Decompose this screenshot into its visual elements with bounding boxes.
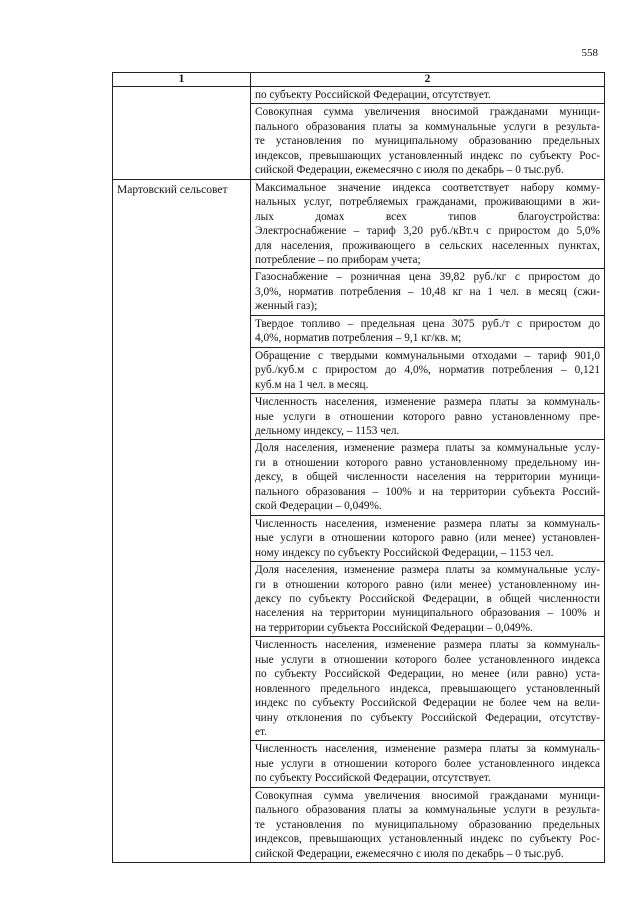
text-line: Численность населения, изменение размера платы за коммуналь- [255,396,600,409]
text-line: дельному индексу, – 1153 чел. [255,424,400,437]
text-line: индексов, превышающих установленный индекс по субъекту Рос- [255,149,600,162]
text-line: пального образования платы за коммунальные услуги в результа- [255,120,600,133]
description-paragraph [251,348,604,394]
text-line: ные услуги в отношении которого более установленного индекса [255,653,600,666]
text-line: населения на территории муниципального образования – 100% и [255,607,600,620]
text-line: ет. [255,726,267,739]
text-line: ные услуги в отношении которого равно (или менее) установлен- [255,532,600,545]
text-line: руб./куб.м с приростом до 4,0%, норматив потребления – 0,121 [255,364,600,377]
description-paragraph [251,316,604,348]
column-header-2: 2 [251,73,605,87]
description-paragraph [251,637,604,741]
description-cell [251,87,605,180]
description-paragraph [251,269,604,315]
text-line: Доля населения, изменение размера платы за коммунальные услу- [255,442,600,455]
text-line: для населения, проживающего в сельских населенных пунктах, [255,239,600,252]
text-line: ному индексу по субъекту Российской Федерации, – 1153 чел. [255,546,554,559]
text-line: индексов, превышающих установленный индекс по субъекту Рос- [255,833,600,846]
text-line: женный газ); [255,300,318,313]
text-line: потребление – по приборам учета; [255,253,421,266]
text-line: Совокупная сумма увеличения вносимой гражданами муници- [255,106,600,119]
description-paragraph [251,440,604,515]
text-line: дексу, в общей численности населения на территории муници- [255,471,600,484]
text-line: ги в отношении которого равно (или менее) установленному ин- [255,578,600,591]
text-line: новленного предельного индекса, превышающего установленный [255,682,600,695]
description-paragraph [251,562,604,637]
text-line: пального образования – 100% и на территории субъекта Россий- [255,485,600,498]
text-line: Газоснабжение – розничная цена 39,82 руб./кг с приростом до [255,271,600,284]
text-line: на территории субъекта Российской Федерации – 0,049%. [255,621,533,634]
text-line: Совокупная сумма увеличения вносимой гражданами муници- [255,789,600,802]
description-paragraph [251,516,604,562]
text-line: Обращение с твердыми коммунальными отходами – тариф 901,0 [255,349,600,362]
text-line: по субъекту Российской Федерации, отсутствует. [255,89,491,101]
text-line: Доля населения, изменение размера платы за коммунальные услу- [255,564,600,577]
text-line: те установления по муниципальному образованию предельных [255,818,600,831]
description-cell [251,179,605,862]
description-paragraph [251,87,604,104]
text-line: 4,0%, норматив потребления – 9,1 кг/кв. м; [255,332,462,345]
description-paragraph [251,741,604,787]
description-paragraph [251,104,604,178]
text-line: ги в отношении которого равно установленному предельному ин- [255,456,600,469]
column-header-1: 1 [113,73,251,87]
description-paragraph [251,394,604,440]
text-line: те установления по муниципальному образованию предельных [255,135,600,148]
text-line: чину отклонения по субъекту Российской Федерации, отсутству- [255,711,600,724]
description-paragraph [251,788,604,862]
text-line: по субъекту Российской Федерации, но менее (или равно) уста- [255,668,600,681]
text-line: ные услуги в отношении которого более установленного индекса [255,757,600,770]
text-line: Численность населения, изменение размера платы за коммуналь- [255,517,600,530]
text-line: ской Федерации – 0,049%. [255,500,382,513]
text-line: Численность населения, изменение размера платы за коммуналь- [255,639,600,652]
table-row [113,179,605,862]
text-line: Численность населения, изменение размера платы за коммуналь- [255,743,600,756]
municipal-index-table [112,72,605,863]
text-line: куб.м на 1 чел. в месяц. [255,378,369,391]
text-line: по субъекту Российской Федерации, отсутствует. [255,772,491,785]
text-line: сийской Федерации, ежемесячно с июля по декабрь – 0 тыс.руб. [255,164,564,177]
text-line: Максимальное значение индекса соответствует набору комму- [255,181,600,194]
text-line: Электроснабжение – тариф 3,20 руб./кВт.ч с приростом до 5,0% [255,225,600,238]
description-paragraph [251,180,604,270]
text-line: дексу по субъекту Российской Федерации, в общей численности [255,592,600,605]
text-line: Твердое топливо – предельная цена 3075 руб./т с приростом до [255,317,600,330]
region-name-cell: Мартовский сельсовет [113,179,251,862]
table-header-row [113,73,605,87]
text-line: нальных услуг, потребляемых гражданами, проживающими в жи- [255,196,600,209]
text-line: 3,0%, норматив потребления – 10,48 кг на 1 чел. в месяц (сжи- [255,285,600,298]
page-number: 558 [581,47,598,59]
region-name-cell [113,87,251,180]
table-row [113,87,605,180]
text-line: ные услуги в отношении которого равно установленному пре- [255,410,600,423]
text-line: пального образования платы за коммунальные услуги в результа- [255,804,600,817]
text-line: лых домах всех типов благоустройства: [255,210,600,223]
text-line: сийской Федерации, ежемесячно с июля по декабрь – 0 тыс.руб. [255,847,564,860]
text-line: индекс по субъекту Российской Федерации не более чем на вели- [255,697,600,710]
